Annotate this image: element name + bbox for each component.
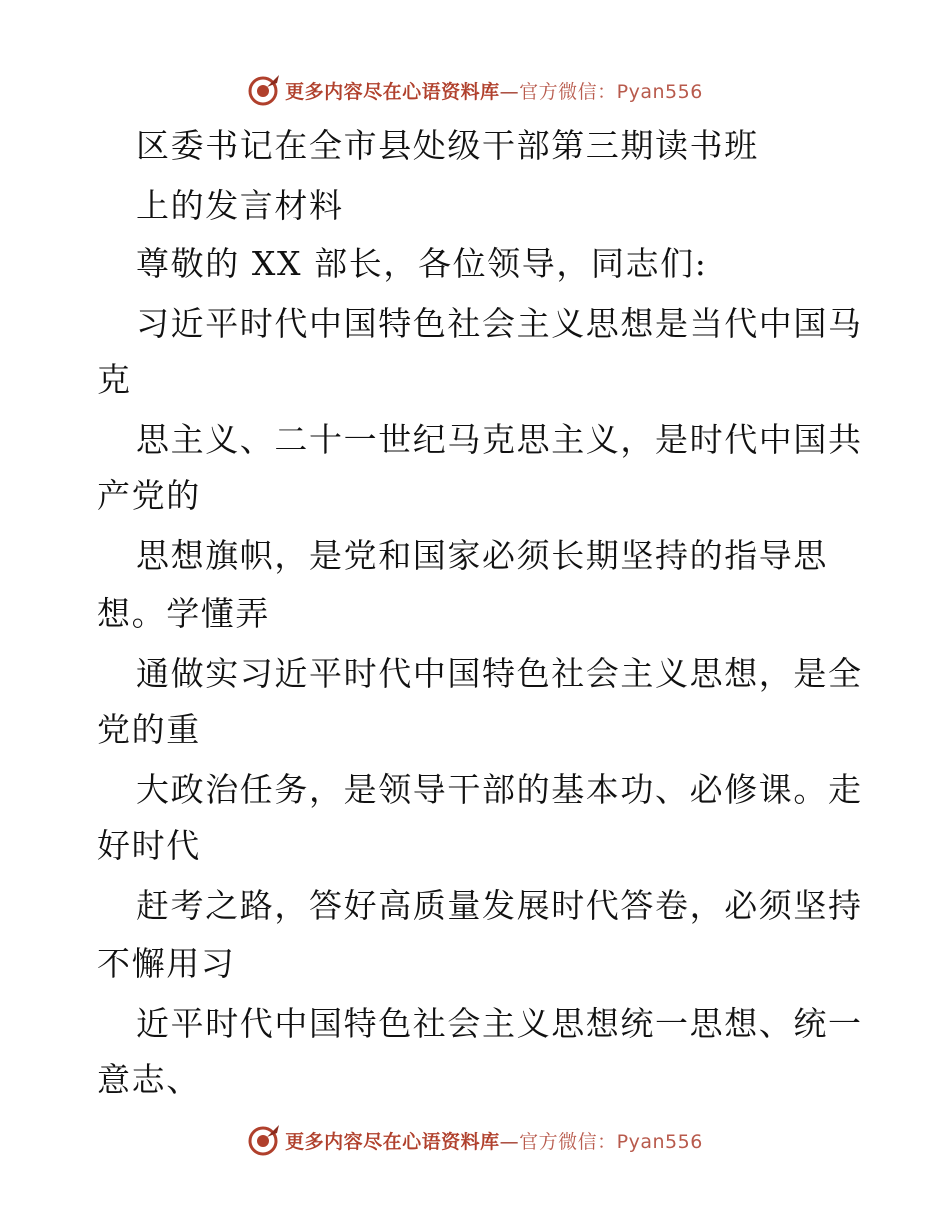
watermark-contact: 官方微信：Pyan556 bbox=[519, 1130, 703, 1153]
body-line: 好时代 bbox=[97, 826, 201, 865]
body-line: 意志、 bbox=[97, 1060, 201, 1099]
body-line: 大政治任务，是领导干部的基本功、必修课。走 bbox=[136, 770, 863, 809]
body-line: 通做实习近平时代中国特色社会主义思想，是全 bbox=[136, 654, 863, 693]
quill-logo-icon bbox=[247, 1123, 281, 1157]
footer-watermark bbox=[0, 1120, 950, 1160]
title-line-1: 区委书记在全市县处级干部第三期读书班 bbox=[136, 126, 759, 165]
body-line: 赶考之路，答好高质量发展时代答卷，必须坚持 bbox=[136, 886, 863, 925]
body-line: 习近平时代中国特色社会主义思想是当代中国马 bbox=[136, 304, 863, 343]
body-line: 思主义、二十一世纪马克思主义，是时代中国共 bbox=[136, 420, 863, 459]
watermark-separator: — bbox=[499, 1130, 520, 1153]
salutation: 尊敬的 XX 部长，各位领导，同志们: bbox=[136, 244, 708, 283]
body-line: 产党的 bbox=[97, 476, 201, 515]
body-line: 克 bbox=[97, 360, 132, 399]
body-line: 近平时代中国特色社会主义思想统一思想、统一 bbox=[136, 1004, 863, 1043]
body-line: 党的重 bbox=[97, 710, 201, 749]
body-line: 想。学懂弄 bbox=[97, 594, 270, 633]
watermark-brand: 更多内容尽在心语资料库 bbox=[285, 80, 500, 103]
watermark-brand: 更多内容尽在心语资料库 bbox=[285, 1130, 500, 1153]
watermark-separator: — bbox=[499, 80, 520, 103]
quill-logo-icon bbox=[247, 73, 281, 107]
title-line-2: 上的发言材料 bbox=[136, 186, 344, 225]
body-line: 思想旗帜，是党和国家必须长期坚持的指导思 bbox=[136, 536, 828, 575]
watermark-contact: 官方微信：Pyan556 bbox=[519, 80, 703, 103]
body-line: 不懈用习 bbox=[97, 944, 236, 983]
header-watermark bbox=[0, 70, 950, 110]
